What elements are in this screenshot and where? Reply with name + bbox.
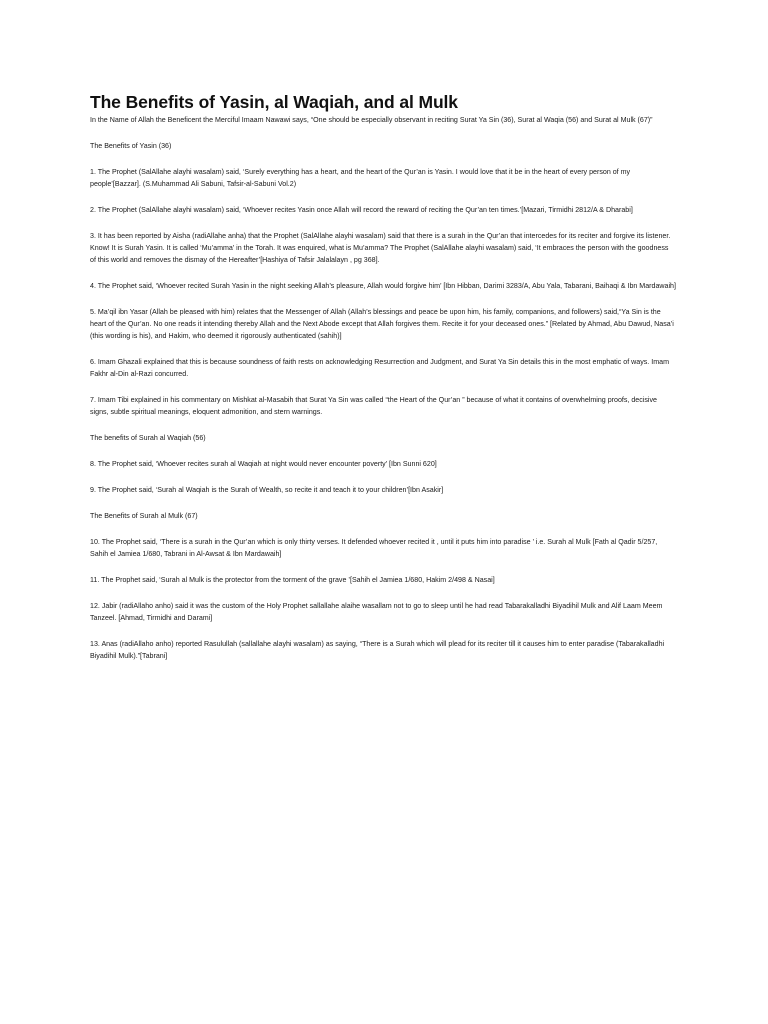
paragraph: 5. Ma’qil ibn Yasar (Allah be pleased with him) relates that the Messenger of Allah (Allah’s blessings and peace be upon him, his family, companions, and followers) said,“Ya Sin is the heart of the Qur’an. No one reads it intending thereby Allah and the Next Abode except that Allah forgives them. Recite it for your deceased ones.” [Related by Ahmad, Abu Dawud, Nasa’i (this wording is his), and Hakim, who deemed it rigorously authenticated (sahih)] [90, 308, 674, 340]
document-page [90, 92, 676, 676]
paragraph: 3. It has been reported by Aisha (radiAllahe anha) that the Prophet (SalAllahe alayhi wasalam) said that there is a surah in the Qur’an that intercedes for its reciter and forgive its listener. Know! It is Surah Yasin. It is called ‘Mu’amma’ in the Torah. It was enquired, what is Mu’amma? The Prophet (SalAllahe alayhi wasalam) said, ‘It embraces the person with the goodness of this world and removes the dismay of the Hereafter’[Hashiya of Tafsir Jalalalayn , pg 368]. [90, 232, 671, 264]
section-heading-yasin: The Benefits of Yasin (36) [90, 142, 172, 150]
paragraph: 6. Imam Ghazali explained that this is because soundness of faith rests on acknowledging Resurrection and Judgment, and Surat Ya Sin details this in the most emphatic of ways. Imam Fakhr al-Din al-Razi concurred. [90, 358, 669, 378]
paragraph: 1. The Prophet (SalAllahe alayhi wasalam) said, ‘Surely everything has a heart, and the heart of the Qur’an is Yasin. I would love that it be in the heart of every person of my people’[Bazzar]. (S.Muhammad Ali Sabuni, Tafsir-al-Sabuni Vol.2) [90, 168, 631, 188]
section-heading-waqiah: The benefits of Surah al Waqiah (56) [90, 434, 206, 442]
document-title: The Benefits of Yasin, al Waqiah, and al Mulk [90, 92, 458, 112]
paragraph: 12. Jabir (radiAllaho anho) said it was the custom of the Holy Prophet sallallahe alaihe wasallam not to go to sleep until he had read Tabarakalladhi Biyadihil Mulk and Alif Laam Meem Tanzeel. [Ahmad, Tirmidhi and Darami] [90, 602, 663, 622]
paragraph: 10. The Prophet said, ‘There is a surah in the Qur’an which is only thirty verses. It defended whoever recited it , until it puts him into paradise ’ i.e. Surah al Mulk [Fath al Qadir 5/257, Sahih el Jamiea 1/680, Tabrani in Al-Awsat & Ibn Mardawaih] [90, 538, 658, 558]
paragraph: 7. Imam Tibi explained in his commentary on Mishkat al-Masabih that Surat Ya Sin was called “the Heart of the Qur’an ” because of what it contains of overwhelming proofs, decisive signs, subtle spiritual meanings, eloquent admonition, and stern warnings. [90, 396, 657, 416]
intro-paragraph: In the Name of Allah the Beneficent the Merciful Imaam Nawawi says, “One should be especially observant in reciting Surat Ya Sin (36), Surat al Waqia (56) and Surat al Mulk (67)” [90, 116, 653, 124]
paragraph: 2. The Prophet (SalAllahe alayhi wasalam) said, ‘Whoever recites Yasin once Allah will record the reward of reciting the Qur’an ten times.’[Mazari, Tirmidhi 2812/A & Dharabi] [90, 206, 633, 214]
paragraph: 11. The Prophet said, ‘Surah al Mulk is the protector from the torment of the grave ’[Sahih el Jamiea 1/680, Hakim 2/498 & Nasai] [90, 576, 495, 584]
paragraph: 13. Anas (radiAllaho anho) reported Rasulullah (sallallahe alayhi wasalam) as saying, “There is a Surah which will plead for its reciter till it causes him to enter paradise (Tabarakalladhi Biyadihil Mulk).”[Tabrani] [90, 640, 665, 660]
paragraph: 4. The Prophet said, ‘Whoever recited Surah Yasin in the night seeking Allah’s pleasure, Allah would forgive him’ [Ibn Hibban, Darimi 3283/A, Abu Yala, Tabarani, Baihaqi & Ibn Mardawaih] [90, 282, 676, 290]
paragraph: 9. The Prophet said, ‘Surah al Waqiah is the Surah of Wealth, so recite it and teach it to your children’[Ibn Asakir] [90, 486, 444, 494]
section-heading-mulk: The Benefits of Surah al Mulk (67) [90, 512, 198, 520]
paragraph: 8. The Prophet said, ‘Whoever recites surah al Waqiah at night would never encounter poverty’ [Ibn Sunni 620] [90, 460, 437, 468]
